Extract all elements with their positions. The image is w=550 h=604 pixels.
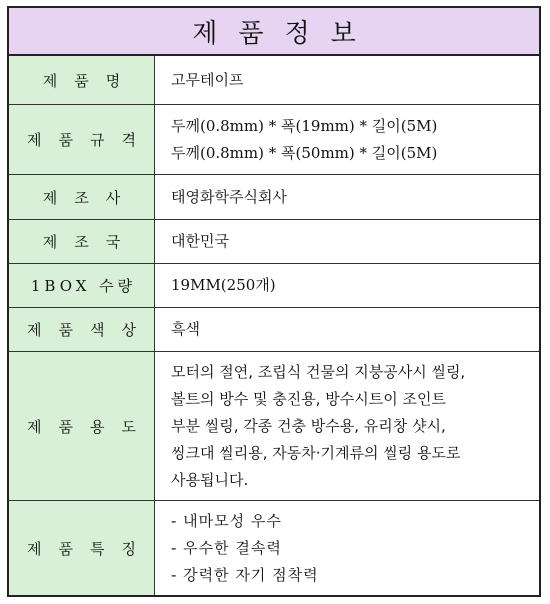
product-info-table [7,6,541,597]
row-value: 19MM(250개) [171,276,276,294]
row-label: 제품색상 [9,308,155,351]
row-label: 제조국 [9,220,155,263]
row-label: 제품용도 [9,352,155,500]
row-value: - 내마모성 우수 - 우수한 결속력 - 강력한 자기 점착력 [171,511,319,584]
row-country [9,220,539,264]
row-product-name [9,56,539,105]
row-label: 제조사 [9,175,155,219]
table-title: 제품정보 [9,8,539,56]
row-value: 고무테이프 [171,70,244,89]
row-product-spec [9,105,539,175]
row-value: 모터의 절연, 조립식 건물의 지붕공사시 씰링, 볼트의 방수 및 충진용, 방수시트이 조인트 부분 씰링, 각종 건충 방수용, 유리창 샷시, 씽크대 씰리용, 자동차·기계류의 씰링 용도로 사용됩니다. [171,363,466,489]
row-box-quantity [9,264,539,308]
row-value: 태영화학주식회사 [171,187,287,206]
row-label: 1BOX 수량 [9,264,155,307]
row-label: 제품규격 [9,105,155,174]
row-manufacturer [9,175,539,220]
row-color [9,308,539,352]
row-label: 제품특징 [9,501,155,595]
row-value: 흑색 [171,320,200,338]
row-usage [9,352,539,501]
row-value: 두께(0.8mm) * 폭(19mm) * 길이(5M) 두께(0.8mm) * 폭(50mm) * 길이(5M) [171,116,438,162]
row-features [9,501,539,595]
row-label: 제품명 [9,56,155,104]
row-value: 대한민국 [171,232,229,250]
